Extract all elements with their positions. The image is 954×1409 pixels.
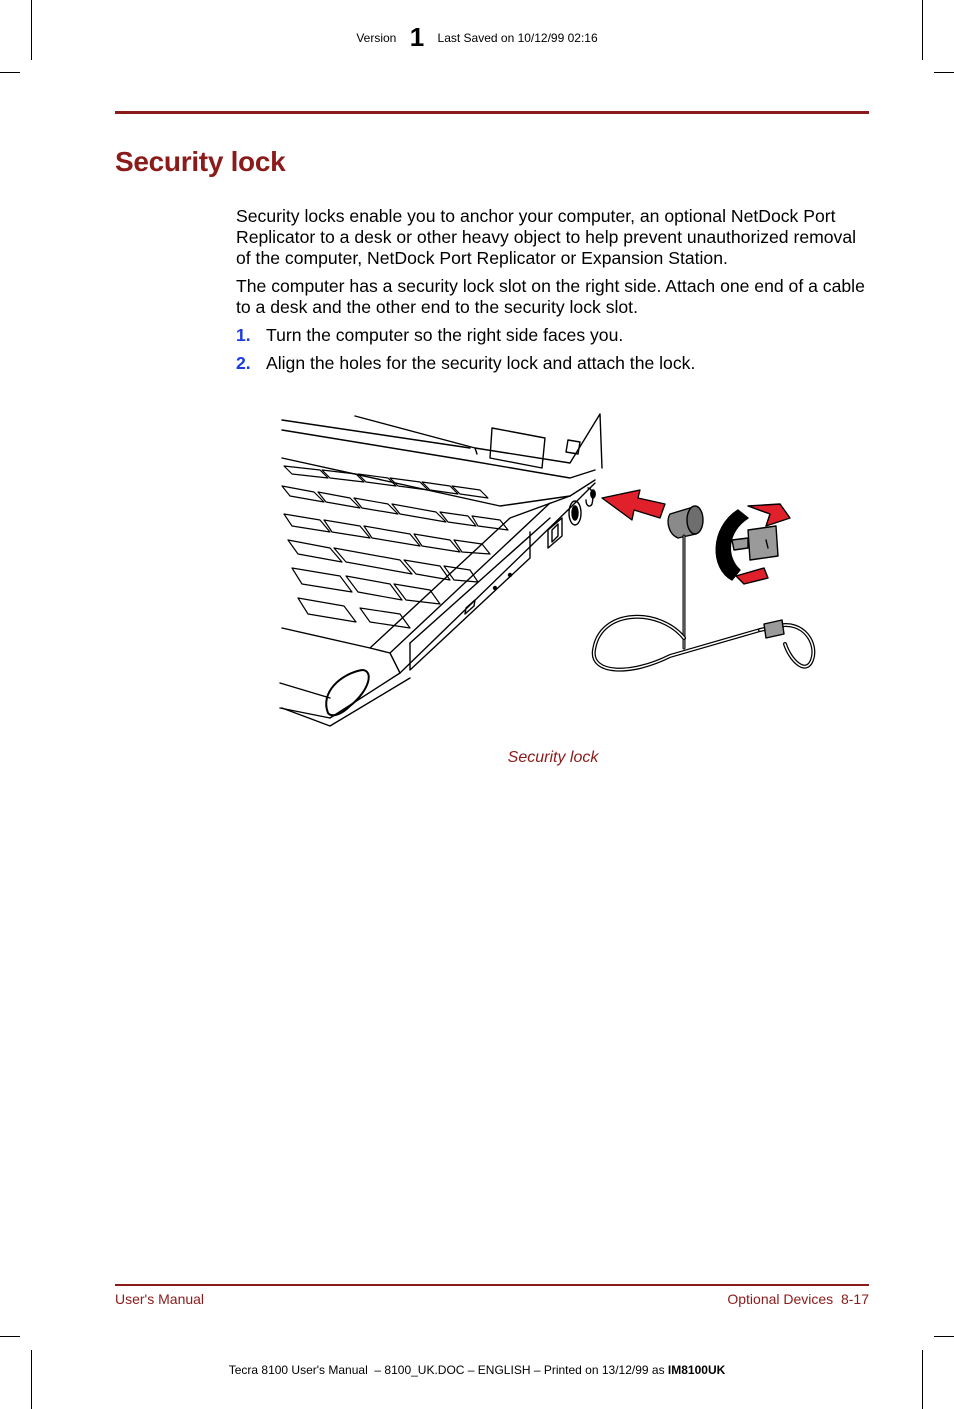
step-item — [236, 353, 866, 374]
crop-mark — [934, 72, 954, 73]
footer-rule — [115, 1284, 869, 1286]
last-saved: Last Saved on 10/12/99 02:16 — [437, 31, 598, 45]
laptop-illustration — [280, 414, 602, 726]
step-text: Align the holes for the security lock and attach the lock. — [266, 353, 696, 373]
cable-lock-icon — [594, 506, 814, 670]
crop-mark — [0, 72, 20, 73]
header-rule — [115, 111, 869, 114]
paragraph: The computer has a security lock slot on the right side. Attach one end of a cable to a desk and the other end to the security lock slot. — [236, 276, 865, 317]
print-code: IM8100UK — [667, 1363, 726, 1377]
version-header — [0, 22, 954, 53]
step-text: Turn the computer so the right side faces you. — [266, 325, 624, 345]
version-label: Version — [356, 31, 397, 45]
section-body — [236, 206, 866, 381]
print-info — [0, 1363, 954, 1377]
security-lock-figure — [270, 408, 840, 738]
print-prefix: Tecra 8100 User's Manual – 8100_UK.DOC – ENGLISH – Printed on 13/12/99 as — [228, 1363, 668, 1377]
footer-left: User's Manual — [115, 1291, 205, 1307]
crop-mark — [0, 1336, 20, 1337]
figure-caption: Security lock — [507, 749, 599, 766]
lock-arrow-icon — [602, 490, 665, 520]
paragraph: Security locks enable you to anchor your computer, an optional NetDock Port Replicator to a desk or other heavy object to help prevent unauthorized removal of the computer, NetDock Port Replicator or Expansion Station. — [236, 206, 857, 268]
step-item — [236, 325, 866, 346]
crop-mark — [922, 1350, 923, 1409]
key-icon — [732, 526, 778, 560]
crop-mark — [31, 1350, 32, 1409]
page-title: Security lock — [115, 146, 286, 177]
version-number: 1 — [409, 22, 425, 52]
footer-right: Optional Devices 8-17 — [727, 1291, 869, 1307]
step-number: 2. — [236, 353, 251, 373]
step-number: 1. — [236, 325, 251, 345]
crop-mark — [934, 1336, 954, 1337]
